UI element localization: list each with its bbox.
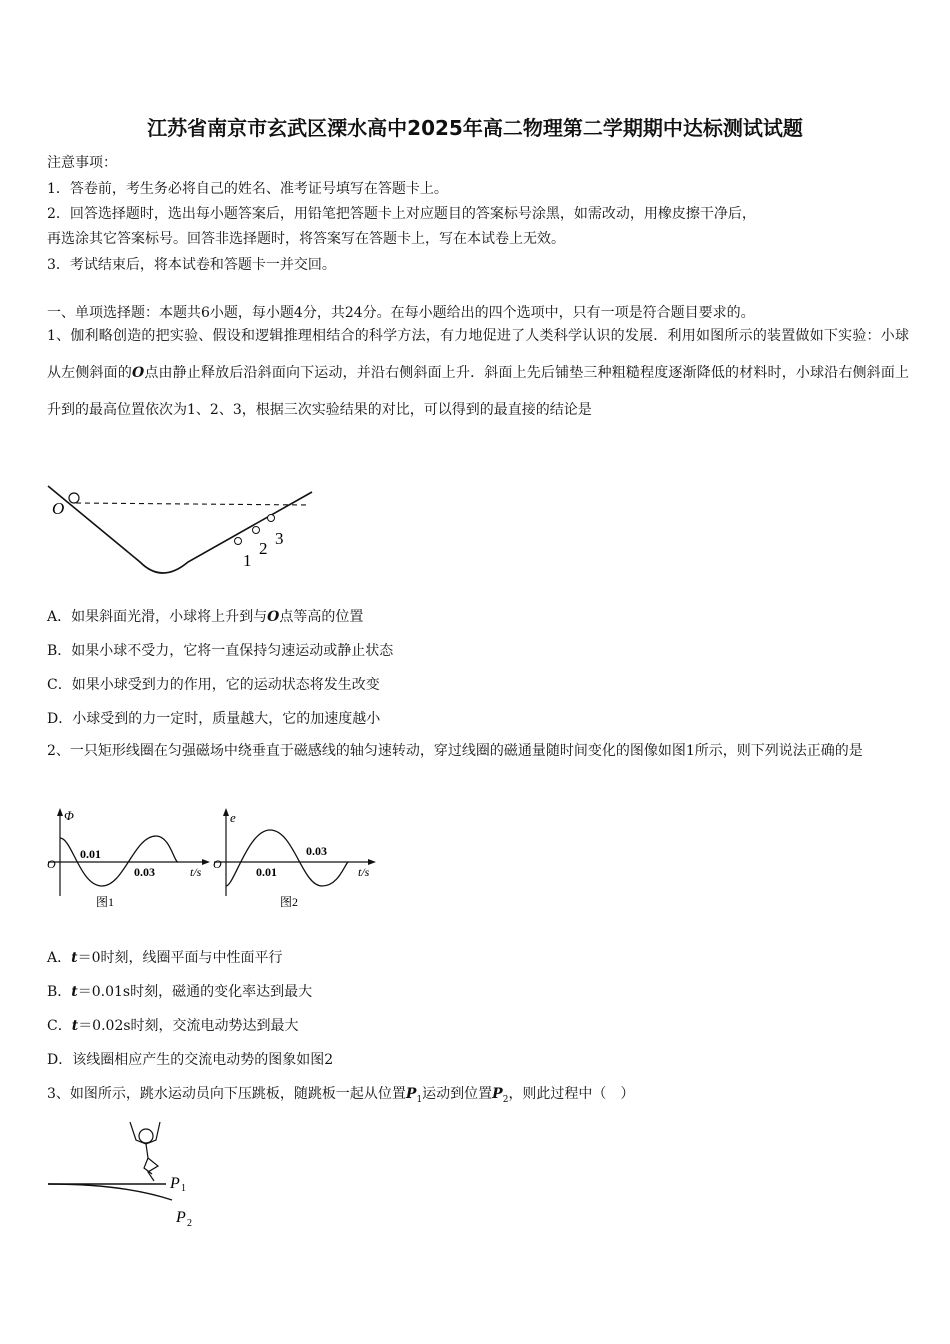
q2-figure-1-flux (44, 808, 214, 914)
question-2-stem: 2、一只矩形线圈在匀强磁场中绕垂直于磁感线的轴匀速转动，穿过线圈的磁通量随时间变化的图像如图1所示，则下列说法正确的是 (47, 743, 863, 759)
q2-option-a[interactable]: A．t＝0时刻，线圈平面与中性面平行 (47, 950, 283, 966)
svg-text:0.01: 0.01 (256, 865, 277, 879)
q2-option-d[interactable]: D．该线圈相应产生的交流电动势的图象如图2 (47, 1052, 334, 1068)
svg-text:0.03: 0.03 (134, 865, 155, 879)
svg-text:0.01: 0.01 (80, 847, 101, 861)
svg-text:t/s: t/s (358, 865, 370, 879)
svg-text:O: O (213, 857, 222, 871)
notice-heading: 注意事项： (47, 155, 117, 171)
q1-option-d[interactable]: D．小球受到的力一定时，质量越大，它的加速度越小 (47, 711, 381, 727)
svg-text:2: 2 (187, 1218, 192, 1229)
question-3-stem: 3、如图所示，跳水运动员向下压跳板，随跳板一起从位置$P_1$运动到位置$P_2$，则此过程中（ ） (47, 1086, 635, 1105)
fig-label-o: O (52, 499, 65, 518)
q1-option-a[interactable]: A．如果斜面光滑，小球将上升到与O点等高的位置 (47, 609, 364, 625)
svg-text:P: P (170, 1175, 180, 1192)
page-title: 江苏省南京市玄武区溧水高中2025年高二物理第二学期期中达标测试试题 (147, 116, 803, 140)
q3-figure-springboard (44, 1118, 214, 1233)
svg-text:P: P (176, 1209, 186, 1226)
q1-option-b[interactable]: B．如果小球不受力，它将一直保持匀速运动或静止状态 (47, 643, 394, 659)
notice-item-3: 3．考试结束后，将本试卷和答题卡一并交回。 (47, 257, 336, 273)
q2-figure-2-emf (210, 808, 380, 914)
svg-text:0.03: 0.03 (306, 844, 327, 858)
svg-text:t/s: t/s (190, 865, 202, 879)
fig-label-2: 2 (259, 539, 268, 558)
svg-text:Φ: Φ (64, 808, 74, 823)
q1-option-c[interactable]: C．如果小球受到力的作用，它的运动状态将发生改变 (47, 677, 380, 693)
q1-figure-incline (40, 474, 330, 584)
section-heading: 一、单项选择题：本题共6小题，每小题4分，共24分。在每小题给出的四个选项中，只有一项是符合题目要求的。 (47, 305, 755, 321)
svg-text:e: e (230, 810, 236, 825)
fig-label-3: 3 (275, 529, 284, 548)
svg-text:1: 1 (181, 1183, 186, 1194)
fig-label-1: 1 (243, 551, 252, 570)
svg-text:图2: 图2 (280, 895, 299, 909)
question-1-stem: 1、伽利略创造的把实验、假设和逻辑推理相结合的科学方法，有力地促进了人类科学认识的发展．利用如图所示的装置做如下实验：小球从左侧斜面的O点由静止释放后沿斜面向下运动，并沿右侧斜面上升．斜面上先后铺垫三种粗糙程度逐渐降低的材料时，小球沿右侧斜面上升到的最高位置依次为1、2、3，根据三次实验结果的对比，可以得到的最直接的结论是 (47, 328, 910, 418)
notice-item-1: 1．答卷前，考生务必将自己的姓名、准考证号填写在答题卡上。 (47, 181, 448, 197)
svg-text:图1: 图1 (96, 895, 115, 909)
q2-option-c[interactable]: C．t＝0.02s时刻，交流电动势达到最大 (47, 1018, 299, 1034)
notice-item-2b: 再选涂其它答案标号。回答非选择题时，将答案写在答题卡上，写在本试卷上无效。 (47, 231, 565, 247)
q2-option-b[interactable]: B．t＝0.01s时刻，磁通的变化率达到最大 (47, 984, 313, 1000)
svg-text:O: O (47, 857, 56, 871)
notice-item-2a: 2．回答选择题时，选出每小题答案后，用铅笔把答题卡上对应题目的答案标号涂黑，如需改动，用橡皮擦干净后， (47, 206, 756, 222)
